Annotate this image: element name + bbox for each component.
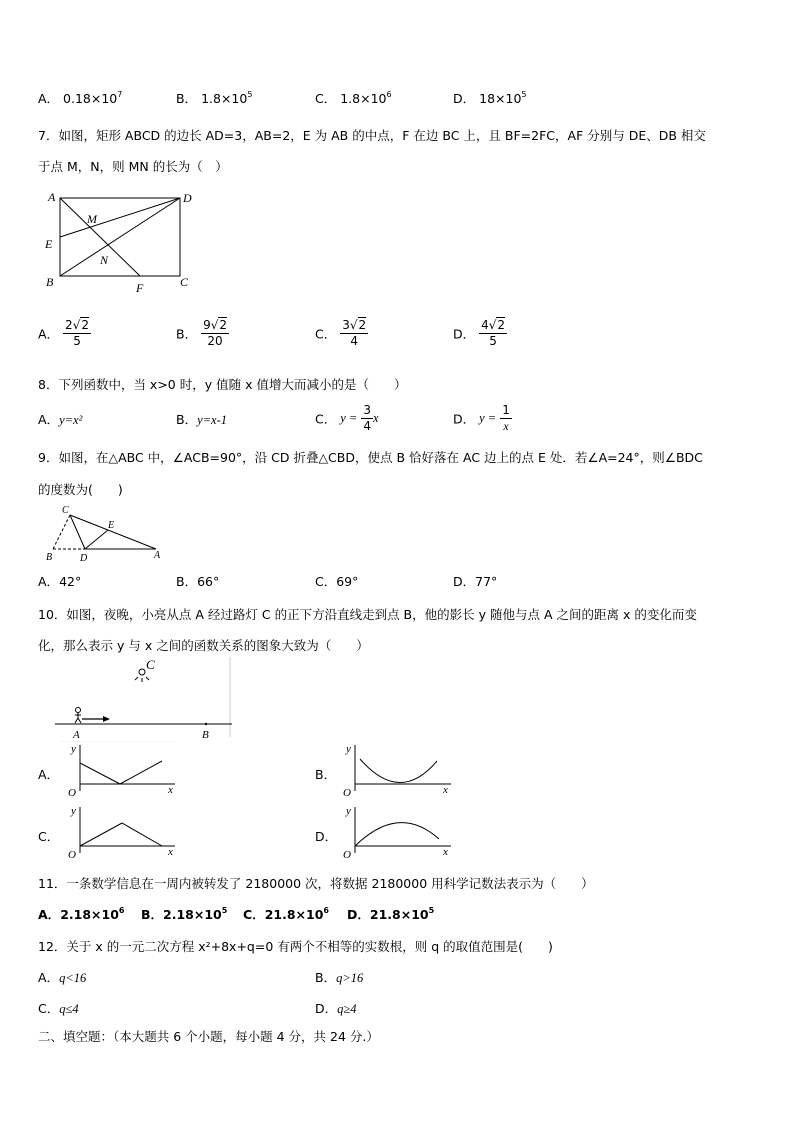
svg-text:O: O (68, 849, 76, 859)
q9-option-b: B．66° (176, 574, 220, 589)
q6-option-d: D． $18\times 10^5$ (453, 90, 527, 106)
q10-option-b-label: B． (315, 767, 337, 782)
q9-option-a: A．42° (38, 574, 82, 589)
label-a: A (73, 729, 80, 741)
q8-option-d: D． y = $\frac{1}{x}$ (453, 403, 510, 433)
q7-option-b: B． $\frac{9√2}{20}$ (176, 318, 227, 348)
q9-stem-line2: 的度数为( ) (38, 482, 123, 497)
q12-option-a: A．q<16 (38, 970, 87, 985)
q8-option-b: B．y=x-1 (176, 412, 228, 427)
q7-stem-line2: 于点 M，N，则 MN 的长为（ ） (38, 159, 228, 174)
q8-option-c: C． y = $\frac{3}{4}$ x (315, 403, 379, 433)
q9-option-d: D．77° (453, 574, 498, 589)
svg-text:O: O (343, 787, 351, 797)
label-n: N (100, 253, 109, 267)
q11-option-d: D．$21.8\times 10^5$ (347, 906, 435, 922)
svg-text:O: O (68, 787, 76, 797)
q11-option-b: B．$2.18\times 10^5$ (141, 906, 228, 922)
q10-option-a-label: A． (38, 767, 60, 782)
q10-graph-d (335, 803, 457, 859)
label-a: A (48, 190, 56, 204)
q10-streetlamp-figure (40, 657, 240, 742)
svg-text:O: O (343, 849, 351, 859)
q12-option-c: C．q≤4 (38, 1001, 79, 1016)
label-d: D (183, 191, 192, 205)
label-c: C (62, 505, 69, 516)
q11-stem: 11．一条数学信息在一周内被转发了 2180000 次，将数据 2180000 用科学记数法表示为（ ） (38, 876, 594, 891)
section-heading-fill-in: 二、填空题：（本大题共 6 个小题，每小题 4 分，共 24 分.） (38, 1029, 379, 1044)
q10-stem-line2: 化，那么表示 y 与 x 之间的函数关系的图象大致为（ ） (38, 638, 369, 653)
q7-option-d: D． $\frac{4√2}{5}$ (453, 318, 506, 348)
label-m: M (87, 212, 97, 226)
q9-stem-line1: 9．如图，在△ABC 中，∠ACB=90°，沿 CD 折叠△CBD，使点 B 恰好落在 AC 边上的点 E 处．若∠A=24°，则∠BDC (38, 450, 703, 465)
q9-triangle-figure (40, 503, 170, 563)
q10-graph-a (60, 741, 180, 797)
svg-text:y: y (346, 743, 351, 755)
q7-rectangle-figure (40, 186, 210, 296)
q10-stem-line1: 10．如图，夜晚，小亮从点 A 经过路灯 C 的正下方沿直线走到点 B，他的影长 y 随他与点 A 之间的距离 x 的变化而变 (38, 607, 697, 622)
q6-option-a: A． $0.18\times 10^7$ (38, 90, 123, 106)
q11-option-a: A．$2.18\times 10^6$ (38, 906, 125, 922)
svg-text:x: x (443, 784, 448, 796)
q12-stem: 12．关于 x 的一元二次方程 x²+8x+q=0 有两个不相等的实数根，则 q 的取值范围是( ) (38, 939, 553, 954)
q10-option-c-label: C． (38, 829, 60, 844)
q12-option-b: B．q>16 (315, 970, 364, 985)
q10-graph-c (60, 803, 180, 859)
label-c: C (146, 657, 155, 672)
label-b: B (202, 729, 209, 741)
q6-option-b: B． $1.8\times 10^5$ (176, 90, 253, 106)
q11-option-c: C．$21.8\times 10^6$ (243, 906, 329, 922)
label-f: F (136, 281, 144, 295)
q7-stem-line1: 7．如图，矩形 ABCD 的边长 AD=3，AB=2，E 为 AB 的中点，F 在边 BC 上，且 BF=2FC，AF 分别与 DE、DB 相交 (38, 128, 706, 143)
svg-text:x: x (168, 846, 173, 858)
label-b: B (46, 552, 53, 563)
label-c: C (180, 275, 189, 289)
person-icon (76, 708, 81, 713)
svg-text:y: y (346, 805, 351, 817)
q8-option-a: A．y=x² (38, 412, 83, 427)
label-b: B (46, 275, 54, 289)
q9-option-c: C．69° (315, 574, 359, 589)
q12-option-d: D．q≥4 (315, 1001, 357, 1016)
label-a: A (154, 550, 161, 561)
label-e: E (45, 237, 53, 251)
svg-text:x: x (168, 784, 173, 796)
label-e: E (108, 520, 115, 531)
q10-option-d-label: D． (315, 829, 338, 844)
svg-text:y: y (71, 743, 76, 755)
q7-option-c: C． $\frac{3√2}{4}$ (315, 318, 367, 348)
svg-text:y: y (71, 805, 76, 817)
q7-option-a: A． $\frac{2√2}{5}$ (38, 318, 89, 348)
svg-text:x: x (443, 846, 448, 858)
q10-graph-b (335, 741, 457, 797)
q6-option-c: C． $1.8\times 10^6$ (315, 90, 392, 106)
q8-stem: 8．下列函数中，当 x>0 时，y 值随 x 值增大而减小的是（ ） (38, 377, 407, 392)
label-d: D (80, 553, 88, 563)
lamp-icon (139, 669, 145, 675)
